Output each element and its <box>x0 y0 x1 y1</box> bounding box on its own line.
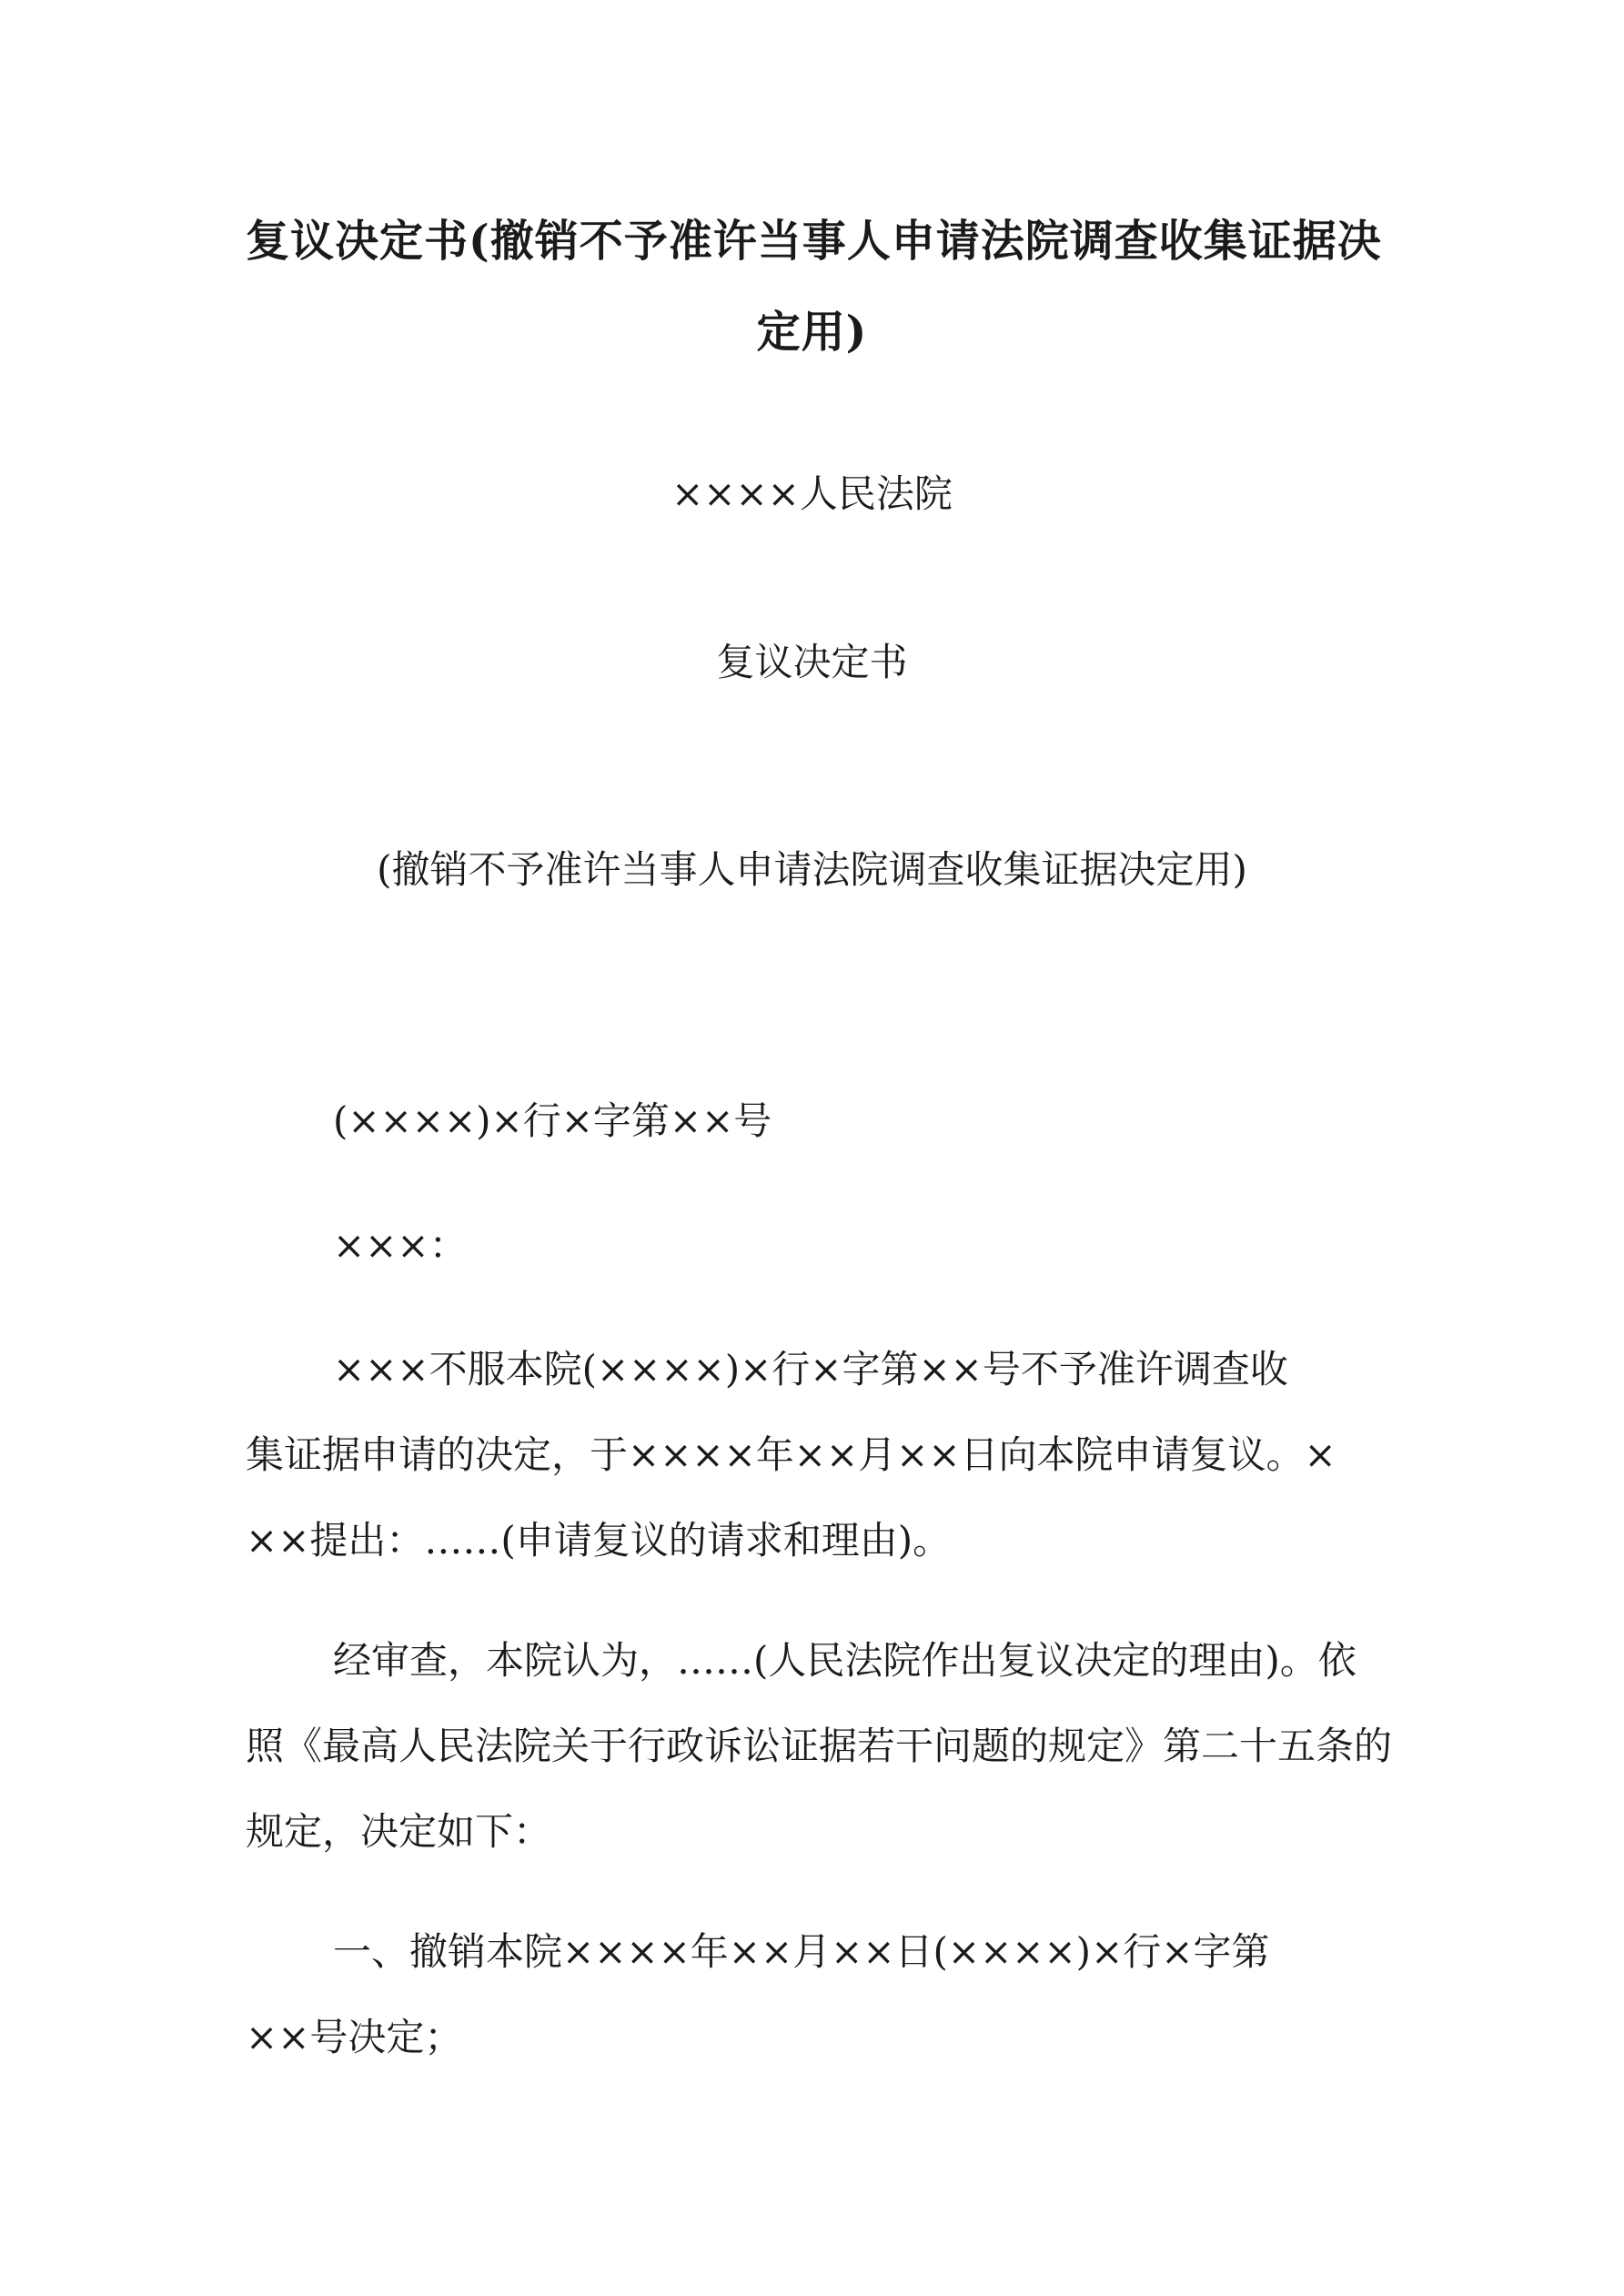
paragraph-line: 经审查，本院认为，……(人民法院作出复议决定的理由)。依 <box>333 1638 1357 1683</box>
paragraph-line: 规定，决定如下： <box>246 1809 552 1854</box>
document-title <box>246 196 1382 378</box>
addressee <box>246 1203 1378 1289</box>
paragraph-line: 一、撤销本院××××年××月××日(××××)×行×字第 <box>333 1929 1270 1974</box>
title-line-1: 复议决定书(撤销不予准许当事人申请法院调查收集证据决 <box>246 216 1382 267</box>
document-type: 复议决定书 <box>716 640 908 684</box>
addressee-text: ×××： <box>333 1223 468 1268</box>
case-number-text: (××××)×行×字第××号 <box>333 1098 772 1143</box>
paragraph-line: 集证据申请的决定，于××××年××月××日向本院申请复议。× <box>246 1432 1337 1477</box>
document-subtitle: (撤销不予准许当事人申请法院调查收集证据决定用) <box>377 847 1247 892</box>
paragraph-line: ××提出：……(申请复议的请求和理由)。 <box>246 1518 952 1563</box>
case-number <box>246 1078 1378 1164</box>
court-name: ××××人民法院 <box>671 471 953 516</box>
paragraph-line: 照《最高人民法院关于行政诉讼证据若干问题的规定》第二十五条的 <box>246 1724 1393 1768</box>
paragraph-application <box>246 1327 1378 1583</box>
paragraph-decision-item-1 <box>246 1909 1378 2080</box>
title-line-2: 定用) <box>756 307 868 358</box>
paragraph-line: ×××不服本院(××××)×行×字第××号不予准许调查收 <box>333 1347 1288 1391</box>
paragraph-line: ××号决定； <box>246 2015 463 2059</box>
paragraph-review <box>246 1618 1393 1875</box>
